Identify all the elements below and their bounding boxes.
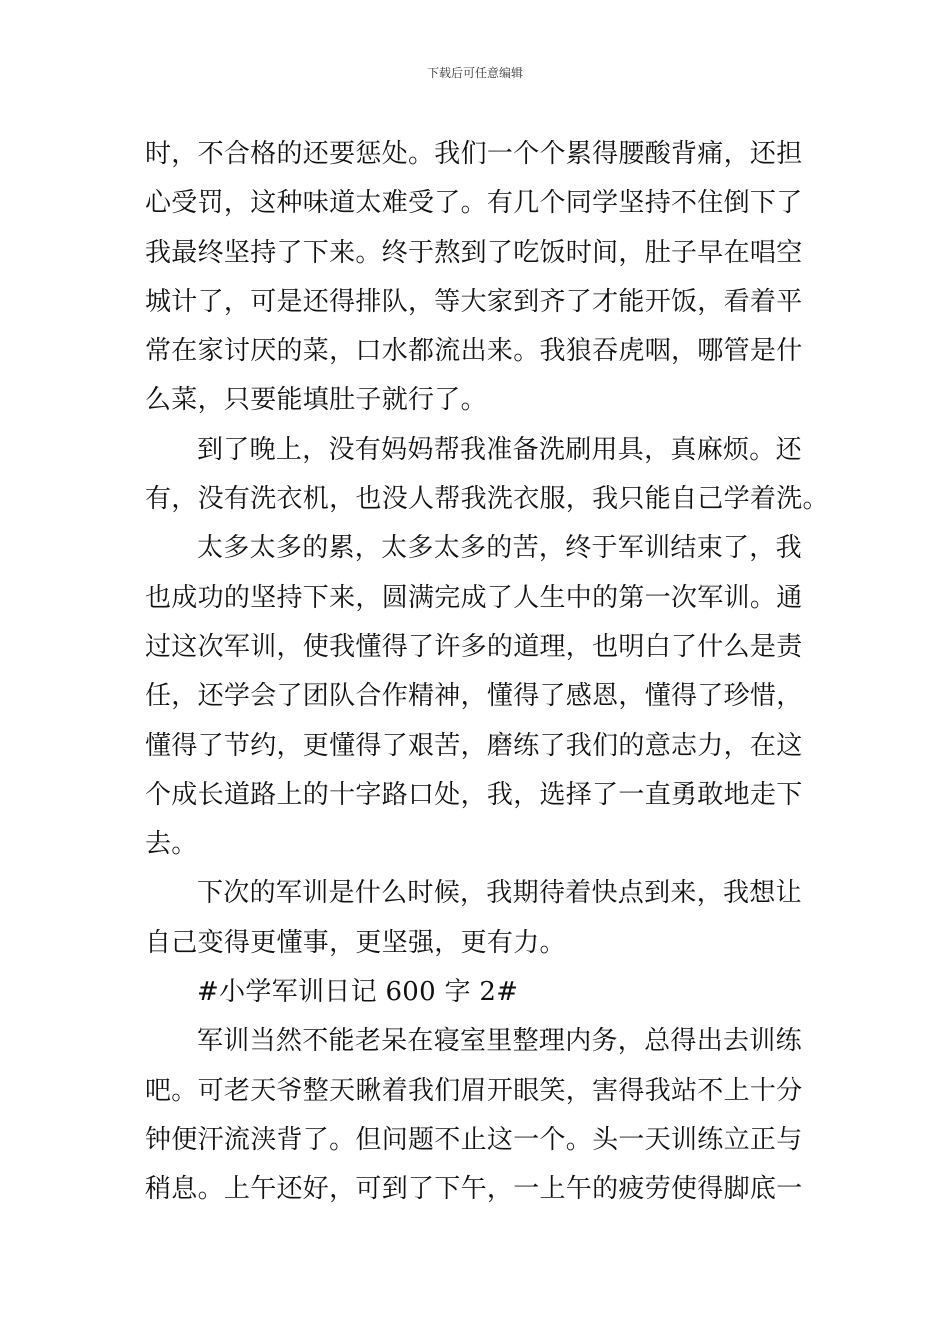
text-line: 过这次军训，使我懂得了许多的道理，也明白了什么是责 bbox=[145, 631, 803, 662]
text-line: 吧。可老天爷整天瞅着我们眉开眼笑，害得我站不上十分 bbox=[145, 1075, 803, 1106]
text-line: 任，还学会了团队合作精神，懂得了感恩，懂得了珍惜， bbox=[145, 681, 803, 712]
text-line: 钟便汗流浃背了。但问题不止这一个。头一天训练立正与 bbox=[145, 1124, 803, 1155]
text-line: 到了晚上，没有妈妈帮我准备洗刷用具，真麻烦。还 bbox=[197, 434, 802, 465]
text-line: 懂得了节约，更懂得了艰苦，磨练了我们的意志力，在这 bbox=[145, 730, 803, 761]
text-line: 时，不合格的还要惩处。我们一个个累得腰酸背痛，还担 bbox=[145, 139, 803, 169]
text-line: 城计了，可是还得排队，等大家到齐了才能开饭，看着平 bbox=[145, 286, 803, 317]
text-line: 个成长道路上的十字路口处，我，选择了一直勇敢地走下 bbox=[145, 779, 803, 810]
text-line: 么菜，只要能填肚子就行了。 bbox=[145, 385, 487, 416]
document-body bbox=[145, 130, 829, 1215]
text-line: 常在家讨厌的菜，口水都流出来。我狼吞虎咽，哪管是什 bbox=[145, 336, 803, 367]
text-line: 太多太多的累，太多太多的苦，终于军训结束了，我 bbox=[197, 533, 802, 564]
page-header: 下载后可任意编辑 bbox=[426, 66, 523, 80]
text-line: 我最终坚持了下来。终于熬到了吃饭时间，肚子早在唱空 bbox=[145, 237, 803, 268]
text-line: 也成功的坚持下来，圆满完成了人生中的第一次军训。通 bbox=[145, 582, 803, 613]
text-line: 去。 bbox=[145, 829, 198, 860]
text-line: 稍息。上午还好，可到了下午，一上午的疲劳使得脚底一 bbox=[145, 1174, 803, 1205]
text-line: 军训当然不能老呆在寝室里整理内务，总得出去训练 bbox=[197, 1026, 802, 1057]
text-line: 下次的军训是什么时候，我期待着快点到来，我想让 bbox=[197, 878, 802, 909]
text-line: 自己变得更懂事，更坚强，更有力。 bbox=[145, 927, 566, 958]
text-line: 有，没有洗衣机，也没人帮我洗衣服，我只能自己学着洗。 bbox=[145, 484, 829, 515]
text-line: 心受罚，这种味道太难受了。有几个同学坚持不住倒下了 bbox=[145, 188, 803, 219]
text-line: #小学军训日记 600 字 2# bbox=[197, 977, 519, 1008]
